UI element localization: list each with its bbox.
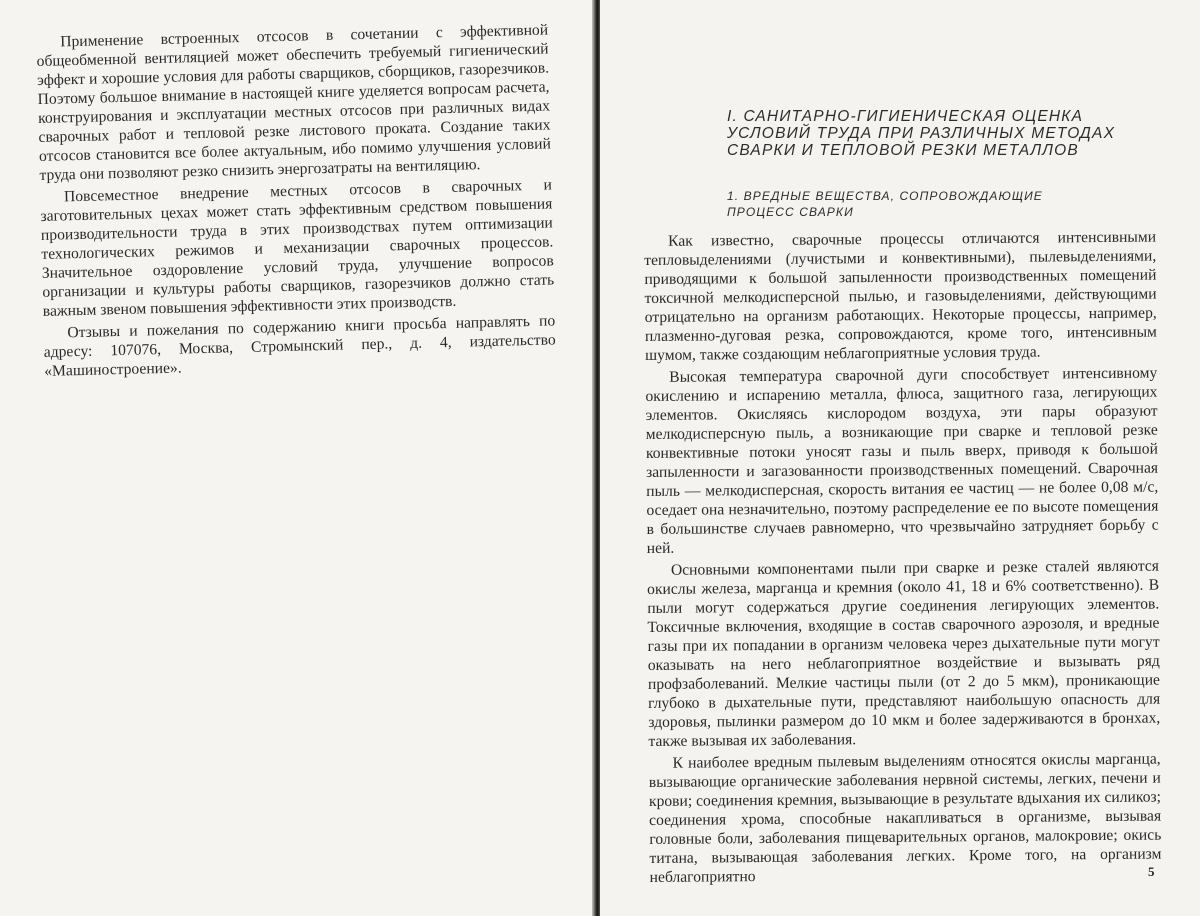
right-paragraph-1: Как известно, сварочные процессы отличаются интенсивными тепловыделениями (лучистыми и конвективными), пылевыделениями, приводящими к большой запыленности производственных помещений токсичной мелкодисперсной пылью, и газовыделениями, действующими отрицательно на организм работающих. Некоторые процессы, например, плазменно-дуговая резка, сопровождаются, кроме того, интенсивным шумом, также создающим неблагоприятные условия труда. xyxy=(644,228,1157,364)
right-paragraph-2: Высокая температура сварочной дуги способствует интенсивному окислению и испарению металла, флюса, защитного газа, легирующих элементов. Окисляясь кислородом воздуха, эти пары образуют мелкодисперсную пыль, а возникающие при сварке и тепловой резке конвективные потоки уносят газы и пыль вверх, приводя к большой запыленности и загазованности производственных помещений. Сварочная пыль — мелкодисперсная, скорость витания ее частиц — не более 0,08 м/с, оседает она незначительно, поэтому распределение ее по высоте помещения в большинстве случаев равномерно, что чрезвычайно затрудняет борьбу с ней. xyxy=(645,364,1159,557)
left-paragraph-3: Отзывы и пожелания по содержанию книги просьба направлять по адресу: 107076, Москва, Стромынский пер., д. 4, издательство «Машиностроение». xyxy=(43,312,556,380)
left-page-body xyxy=(36,20,556,383)
left-paragraph-2: Повсеместное внедрение местных отсосов в сварочных и заготовительных цехах может стать эффективным средством повышения производительности труда в этих производствах путем оптимизации технологических режимов и механизации сварочных процессов. Значительное оздоровление условий труда, улучшение вопросов организации и культуры работы сварщиков, газорезчиков должно стать важным звеном повышения эффективности этих производств. xyxy=(40,176,555,320)
left-paragraph-1: Применение встроенных отсосов в сочетании с эффективной общеобменной вентиляцией может обеспечить требуемый гигиенический эффект и хорошие условия для работы сварщиков, сборщиков, газорезчиков. Поэтому большое внимание в настоящей книге уделяется вопросам расчета, конструирования и эксплуатации местных отсосов при различных видах сварочных работ и тепловой резке листового проката. Создание таких отсосов становится все более актуальным, ибо помимо улучшения условий труда они позволяют резко снизить энергозатраты на вентиляцию. xyxy=(36,21,552,184)
left-page xyxy=(0,0,595,916)
right-paragraph-3: Основными компонентами пыли при сварке и резке сталей являются окислы железа, марганца и кремния (около 41, 18 и 6% соответственно). В пыли могут содержаться другие соединения легирующих элементов. Токсичные включения, входящие в состав сварочного аэрозоля, и вредные газы при их попадании в организм человека через дыхательные пути могут оказывать на него неблагоприятное воздействие и вызывать ряд профзаболеваний. Мелкие частицы пыли (от 2 до 5 мкм), проникающие глубоко в дыхательные пути, представляют наибольшую опасность для здоровья, пылинки размером до 10 мкм и более задерживаются в бронхах, также вызывая их заболевания. xyxy=(647,557,1161,750)
page-number: 5 xyxy=(1148,864,1155,879)
right-paragraph-4: К наиболее вредным пылевым выделениям относятся окислы марганца, вызывающие органические заболевания нервной системы, легких, печени и крови; соединения кремния, вызывающие в результате вдыхания их силикоз; соединения хрома, способные накапливаться в организме, вызывая головные боли, заболевания пищеварительных органов, малокровие; окись титана, вызывающая заболевания легких. Кроме того, на организм неблагоприятно xyxy=(648,750,1162,886)
section-heading: 1. ВРЕДНЫЕ ВЕЩЕСТВА, СОПРОВОЖДАЮЩИЕ ПРОЦЕСС СВАРКИ xyxy=(727,189,1043,219)
chapter-heading: I. САНИТАРНО-ГИГИЕНИЧЕСКАЯ ОЦЕНКА УСЛОВИЙ ТРУДА ПРИ РАЗЛИЧНЫХ МЕТОДАХ СВАРКИ И ТЕПЛОВОЙ РЕЗКИ МЕТАЛЛОВ xyxy=(727,108,1116,159)
right-page-body xyxy=(644,228,1162,890)
